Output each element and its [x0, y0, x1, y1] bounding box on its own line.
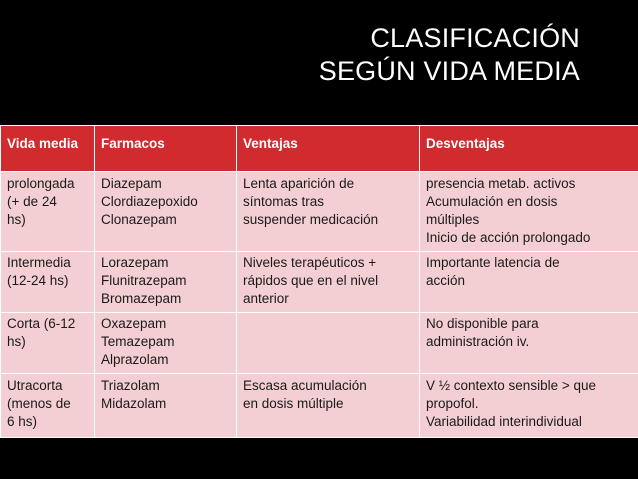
slide-title-line-2: SEGÚN VIDA MEDIA	[318, 56, 580, 86]
slide-title-line-1: CLASIFICACIÓN	[370, 23, 580, 53]
cell-desventajas: No disponible para administración iv.	[420, 313, 638, 374]
cell-desventajas: V ½ contexto sensible > que propofol. Variabilidad interindividual	[420, 374, 638, 438]
slide-title	[240, 22, 580, 88]
header-farmacos: Farmacos	[95, 126, 237, 172]
cell-ventajas: Lenta aparición de síntomas tras suspender medicación	[237, 172, 420, 252]
table-row	[1, 252, 638, 313]
header-ventajas: Ventajas	[237, 126, 420, 172]
cell-farmacos: Oxazepam Temazepam Alprazolam	[95, 313, 237, 374]
table-row	[1, 313, 638, 374]
cell-vida-media: prolongada (+ de 24 hs)	[1, 172, 95, 252]
cell-ventajas: Niveles terapéuticos + rápidos que en el nivel anterior	[237, 252, 420, 313]
cell-vida-media: Corta (6-12 hs)	[1, 313, 95, 374]
table-row	[1, 374, 638, 438]
table-header-row	[1, 126, 638, 172]
cell-farmacos: Lorazepam Flunitrazepam Bromazepam	[95, 252, 237, 313]
classification-table	[0, 125, 638, 438]
cell-ventajas: Escasa acumulación en dosis múltiple	[237, 374, 420, 438]
cell-desventajas: Importante latencia de acción	[420, 252, 638, 313]
cell-vida-media: Utracorta (menos de 6 hs)	[1, 374, 95, 438]
cell-ventajas	[237, 313, 420, 374]
table-row	[1, 172, 638, 252]
cell-farmacos: Diazepam Clordiazepoxido Clonazepam	[95, 172, 237, 252]
cell-farmacos: Triazolam Midazolam	[95, 374, 237, 438]
cell-desventajas: presencia metab. activos Acumulación en dosis múltiples Inicio de acción prolongado	[420, 172, 638, 252]
header-desventajas: Desventajas	[420, 126, 638, 172]
header-vida-media: Vida media	[1, 126, 95, 172]
cell-vida-media: Intermedia (12-24 hs)	[1, 252, 95, 313]
